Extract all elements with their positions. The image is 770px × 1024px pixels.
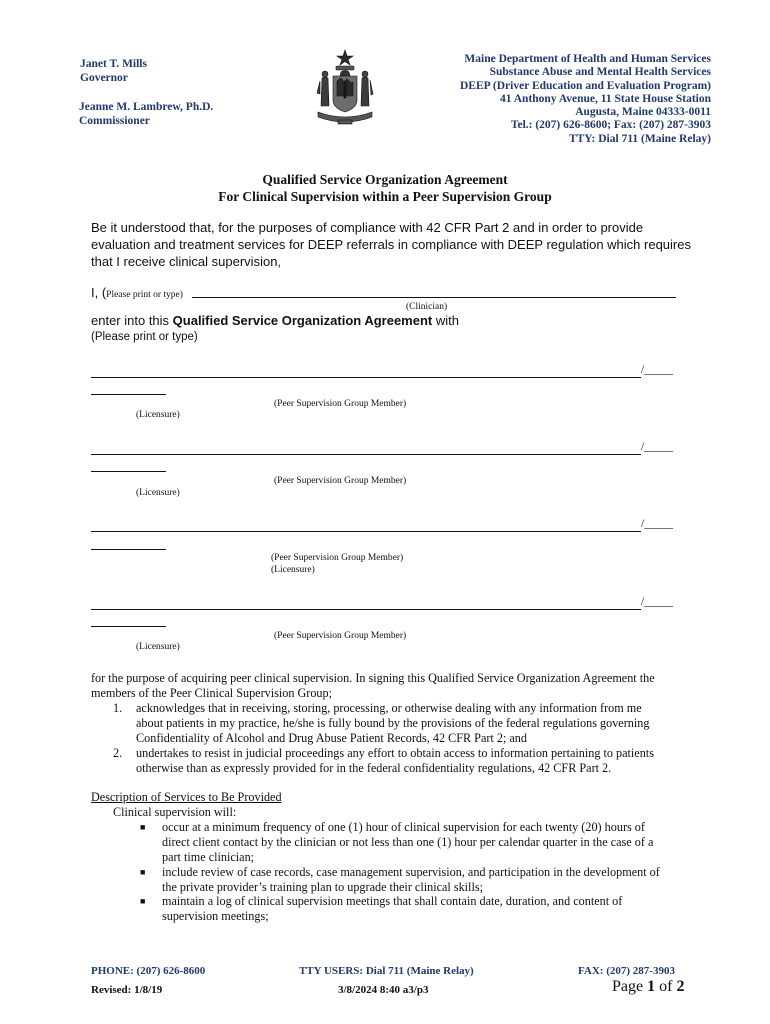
list-item-number: 2. bbox=[113, 746, 123, 760]
member-name-field[interactable] bbox=[91, 609, 641, 610]
title-line-2: For Clinical Supervision within a Peer Supervision Group bbox=[218, 189, 552, 204]
member-slash: /_____ bbox=[641, 441, 673, 453]
dept-line: Substance Abuse and Mental Health Services bbox=[489, 66, 711, 79]
list-item: occur at a minimum frequency of one (1) hour of clinical supervision for each twenty (20) hours of direct client contact by the clinician or not less than one (1) hour per calendar quarter in the case of a part time clinician; bbox=[162, 820, 654, 864]
commissioner-title: Commissioner bbox=[79, 115, 150, 127]
purpose-paragraph: for the purpose of acquiring peer clinical supervision. In signing this Qualified Service Organization Agreement the members of the Peer Clinical Supervision Group; bbox=[91, 671, 655, 700]
licensure-caption: (Licensure) bbox=[136, 488, 180, 498]
maine-state-seal-icon bbox=[314, 48, 376, 128]
dept-line: Maine Department of Health and Human Services bbox=[464, 53, 711, 65]
licensure-caption: (Licensure) bbox=[136, 642, 180, 652]
list-item-number: 1. bbox=[113, 701, 123, 715]
document-title bbox=[0, 171, 770, 205]
bullet-icon: ■ bbox=[140, 822, 146, 832]
bullet-icon: ■ bbox=[140, 867, 146, 877]
clinician-caption: (Clinician) bbox=[406, 302, 448, 312]
dept-line: 41 Anthony Avenue, 11 State House Station bbox=[500, 92, 711, 105]
member-caption: (Peer Supervision Group Member) bbox=[274, 399, 407, 409]
member-name-field[interactable] bbox=[91, 531, 641, 532]
dept-line: DEEP (Driver Education and Evaluation Program) bbox=[460, 79, 711, 92]
enter-print-hint: (Please print or type) bbox=[91, 331, 198, 343]
dept-line: TTY: Dial 711 (Maine Relay) bbox=[568, 132, 711, 145]
clinician-print-hint: Please print or type) bbox=[106, 290, 183, 300]
licensure-caption: (Licensure) bbox=[136, 410, 180, 420]
member-slash: /_____ bbox=[641, 596, 673, 608]
footer-fax: FAX: (207) 287-3903 bbox=[578, 965, 675, 977]
member-name-field[interactable] bbox=[91, 454, 641, 455]
footer-tty: TTY USERS: Dial 711 (Maine Relay) bbox=[299, 965, 474, 977]
services-lead: Clinical supervision will: bbox=[113, 805, 237, 819]
governor-title: Governor bbox=[80, 72, 128, 84]
clinician-prefix: I, (Please print or type) bbox=[91, 285, 183, 300]
page-number: Page 1 of 2 bbox=[612, 978, 685, 995]
licensure-caption: (Licensure) bbox=[271, 565, 315, 575]
dept-line: Tel.: (207) 626-8600; Fax: (207) 287-3903 bbox=[510, 119, 711, 132]
commissioner-block bbox=[79, 100, 213, 128]
list-item: acknowledges that in receiving, storing, processing, or otherwise dealing with any information from me about patients in my practice, he/she is fully bound by the provisions of the federal regulations governing Confidentiality of Alcohol and Drug Abuse Patient Records, 42 CFR Part 2; and bbox=[136, 701, 650, 745]
intro-paragraph: Be it understood that, for the purposes of compliance with 42 CFR Part 2 and in order to provide evaluation and treatment services for DEEP referrals in compliance with DEEP regulation which requires that I receive clinical supervision, bbox=[91, 220, 691, 269]
member-slash: /_____ bbox=[641, 364, 673, 376]
footer-phone: PHONE: (207) 626-8600 bbox=[91, 965, 206, 977]
agreement-name: Qualified Service Organization Agreement bbox=[172, 313, 433, 328]
list-item: include review of case records, case management supervision, and participation in the development of the private provider’s training plan to upgrade their clinical skills; bbox=[162, 865, 660, 894]
list-item: undertakes to resist in judicial proceedings any effort to obtain access to information pertaining to patients otherwise than as expressly provided for in the federal confidentiality regulations, 42 CFR Part 2. bbox=[136, 746, 654, 775]
licensure-field[interactable] bbox=[91, 626, 166, 627]
footer-stamp: 3/8/2024 8:40 a3/p3 bbox=[338, 984, 429, 996]
clinician-name-field[interactable] bbox=[192, 297, 676, 298]
governor-name: Janet T. Mills bbox=[80, 58, 147, 70]
licensure-field[interactable] bbox=[91, 471, 166, 472]
bullet-icon: ■ bbox=[140, 896, 146, 906]
member-caption: (Peer Supervision Group Member) bbox=[271, 553, 404, 563]
list-item: maintain a log of clinical supervision meetings that shall contain date, duration, and content of supervision meetings; bbox=[162, 894, 623, 923]
title-line-1: Qualified Service Organization Agreement bbox=[262, 172, 508, 187]
member-slash: /_____ bbox=[641, 518, 673, 530]
commissioner-name: Jeanne M. Lambrew, Ph.D. bbox=[79, 101, 214, 113]
department-address-block bbox=[460, 53, 711, 146]
governor-block bbox=[80, 57, 147, 85]
member-name-field[interactable] bbox=[91, 377, 641, 378]
footer-revised: Revised: 1/8/19 bbox=[91, 984, 163, 996]
member-caption: (Peer Supervision Group Member) bbox=[274, 631, 407, 641]
dept-line: Augusta, Maine 04333-0011 bbox=[575, 106, 711, 119]
member-caption: (Peer Supervision Group Member) bbox=[274, 476, 407, 486]
licensure-field[interactable] bbox=[91, 394, 166, 395]
services-heading: Description of Services to Be Provided bbox=[91, 790, 282, 804]
licensure-field[interactable] bbox=[91, 549, 166, 550]
enter-agreement-line: enter into this Qualified Service Organization Agreement with bbox=[91, 313, 459, 328]
